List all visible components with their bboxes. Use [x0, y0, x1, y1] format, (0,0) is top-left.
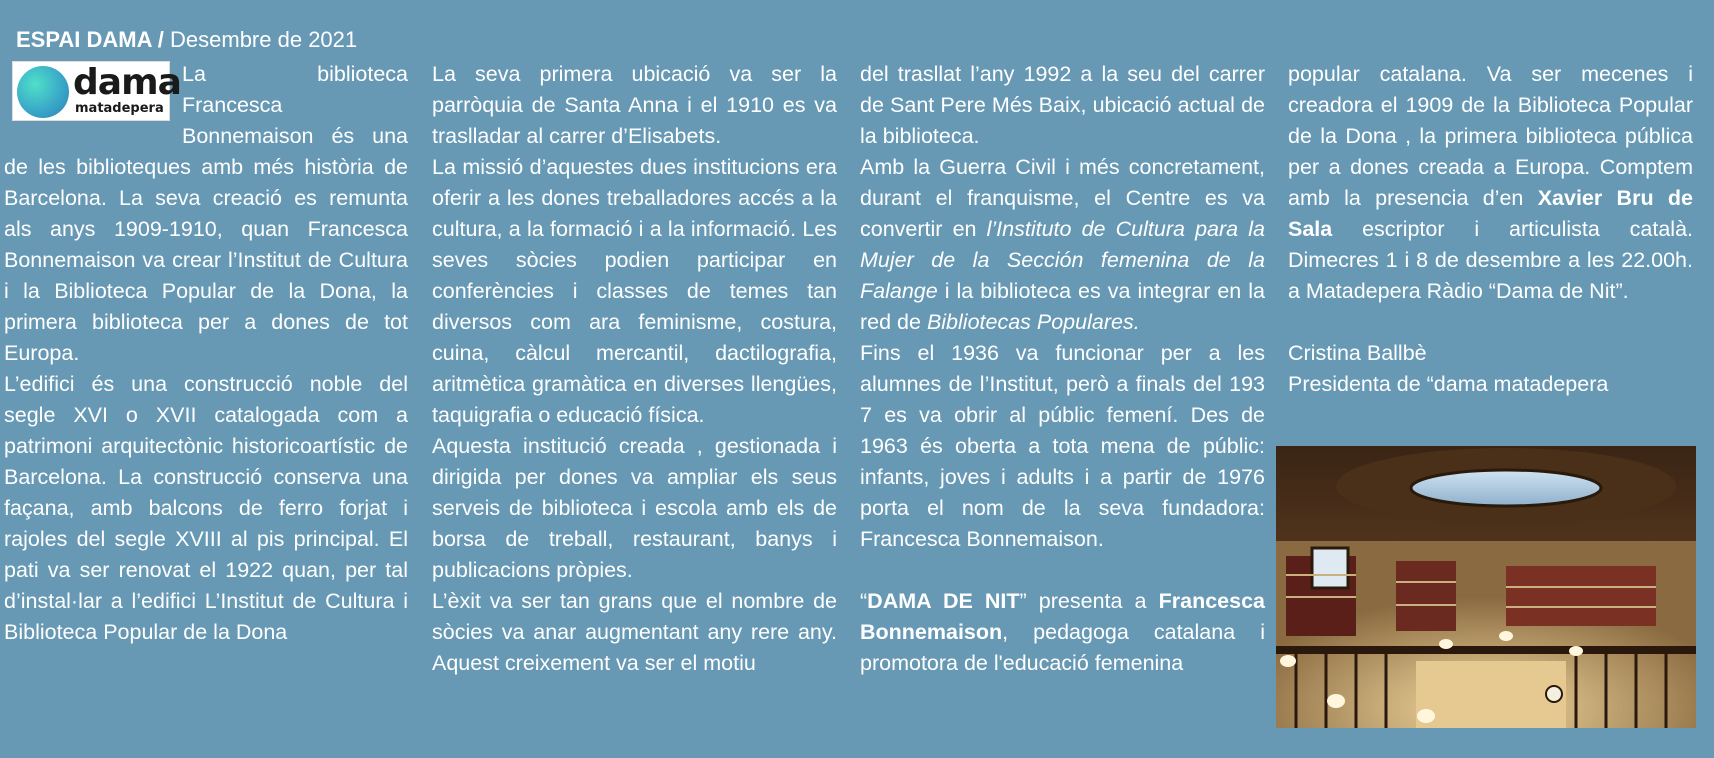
library-photo — [1276, 446, 1696, 728]
page-header — [16, 25, 357, 55]
dama-logo — [12, 61, 181, 121]
col3-p4-text-e: , pedagoga catalana i promotora de l'educació femenina — [860, 620, 1265, 675]
col3-paragraph-1: del trasllat l’any 1992 a la seu del carrer de Sant Pere Més Baix, ubicació actual de la biblioteca. — [860, 62, 1265, 148]
col3-paragraph-2 — [860, 152, 1265, 338]
col4-p1-text-c: escriptor i articulista català. Dimecres 1 i 8 de desembre a les 22.00h. a Matadepera Ràdio “Dama de Nit”. — [1288, 217, 1693, 303]
col4-p1-bold-name: Xavier Bru de Sala — [1288, 186, 1693, 241]
col3-p4-quote-open: “ — [860, 589, 868, 613]
col2-paragraph-3: Aquesta institució creada , gestionada i dirigida per dones va ampliar els seus serveis de biblioteca i escola amb els de borsa de treball, restaurant, banys i publicacions pròpies. — [432, 434, 837, 582]
logo-name: dama — [73, 62, 181, 103]
col3-p4-bold-name: Francesca Bonnemaison — [860, 589, 1265, 644]
col4-paragraph-1 — [1288, 59, 1693, 307]
col3-p2-text-c: i la biblioteca es va integrar en la red de — [860, 279, 1265, 334]
col1-paragraph-2: L’edifici és una construcció noble del segle XVI o XVII catalogada com a patrimoni arquitectònic historicoartístic de Barcelona. La construcció conserva una façana, amb balcons de ferro forjat i rajoles del segle XVIII al pis principal. El pati va ser renovat el 1922 quan, per tal d’instal·lar a l’edifici L’Institut de Cultura i Biblioteca Popular de la Dona — [4, 372, 408, 644]
col4-p1-text-a: popular catalana. Va ser mecenes i creadora el 1909 de la Biblioteca Popular de la Dona , la primera biblioteca pública per a dones creada a Europa. Comptem amb la presencia d’en — [1288, 62, 1693, 210]
column-4 — [1288, 59, 1693, 400]
logo-circle-icon — [17, 66, 69, 118]
header-date: Desembre de 2021 — [170, 27, 358, 52]
col3-p2-text-a: Amb la Guerra Civil i més concretament, durant el franquisme, el Centre es va convertir en — [860, 155, 1265, 241]
column-1 — [4, 59, 408, 648]
col3-paragraph-3: Fins el 1936 va funcionar per a les alumnes de l’Institut, però a finals del 193 7 es va obrir al públic femení. Des de 1963 és oberta a tota mena de públic: infants, joves i adults i a partir de 1976 porta el nom de la seva fundadora: Francesca Bonnemaison. — [860, 341, 1265, 551]
library-photo-illustration — [1276, 446, 1696, 728]
col2-paragraph-4: L’èxit va ser tan grans que el nombre de sòcies va anar augmentant any rere any. Aquest creixement va ser el motiu — [432, 589, 837, 675]
header-title: ESPAI DAMA / — [16, 27, 171, 52]
col3-p2-italic-bibliotecas: Bibliotecas Populares. — [926, 310, 1140, 334]
col3-p4-bold-dama-de-nit: DAMA DE NIT — [867, 589, 1020, 613]
spacer — [860, 555, 1265, 586]
spacer — [1288, 307, 1693, 338]
logo-sub: matadepera — [75, 101, 164, 116]
col3-paragraph-4 — [860, 586, 1265, 679]
column-2 — [432, 59, 837, 679]
signature-name: Cristina Ballbè — [1288, 341, 1427, 365]
signature-role: Presidenta de “dama matadepera — [1288, 372, 1609, 396]
col3-p2-italic-institute: l’Instituto de Cultura para la Mujer de la Sección femenina de la Falange — [860, 217, 1265, 303]
col3-p4-text-c: ” presenta a — [1019, 589, 1159, 613]
col2-paragraph-1: La seva primera ubicació va ser la parròquia de Santa Anna i el 1910 es va traslladar al carrer d’Elisabets. — [432, 62, 837, 148]
col1-paragraph-1: La biblioteca Francesca Bonnemaison és una de les biblioteques amb més història de Barcelona. La seva creació es remunta als anys 1909-1910, quan Francesca Bonnemaison va crear l’Institut de Cultura i la Biblioteca Popular de la Dona, la primera biblioteca per a dones de tot Europa. — [4, 62, 408, 365]
column-3 — [860, 59, 1265, 679]
col2-paragraph-2: La missió d’aquestes dues institucions era oferir a les dones treballadores accés a la cultura, a la formació i a la informació. Les seves sòcies podien participar en conferències i classes de temes tan diversos com ara feminisme, costura, cuina, càlcul mercantil, dactilografia, aritmètica gramàtica en diverses llengües, taquigrafia o educació física. — [432, 155, 837, 427]
